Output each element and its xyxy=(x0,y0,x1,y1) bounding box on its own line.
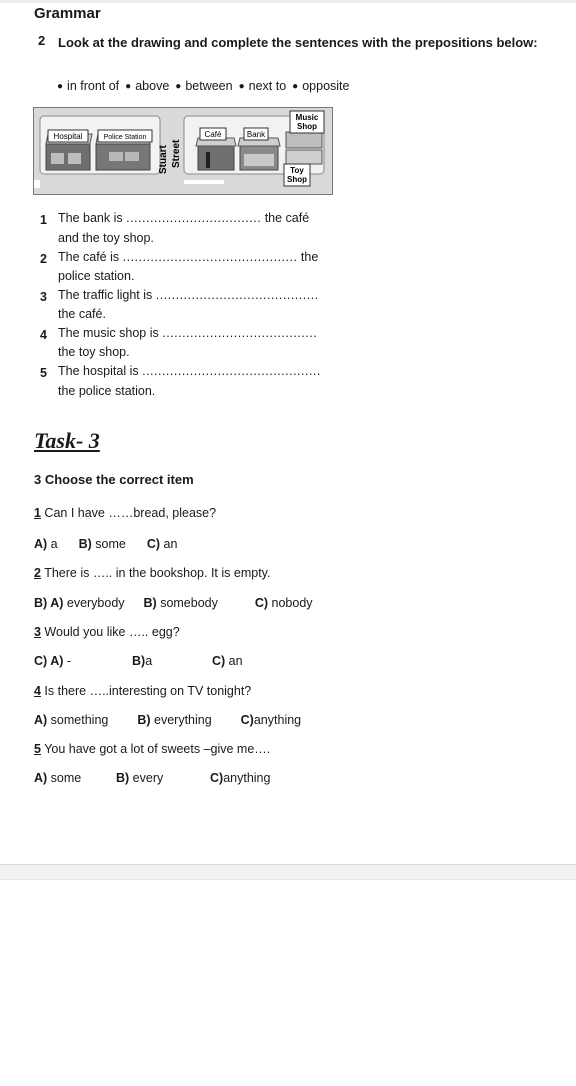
answer-blank[interactable]: ............................................ xyxy=(122,250,298,264)
sentence-text: The traffic light is xyxy=(58,288,153,302)
street-drawing xyxy=(33,107,333,195)
question-number: 4 xyxy=(34,684,41,698)
sentence-3 xyxy=(40,288,47,306)
option-a[interactable]: B) A) everybody xyxy=(34,596,125,610)
sentence-text: The music shop is xyxy=(58,326,159,340)
option-a[interactable]: A) a xyxy=(34,537,58,551)
option-c[interactable]: C)anything xyxy=(240,713,302,727)
bullet-icon: ● xyxy=(238,80,245,92)
preposition-text: opposite xyxy=(302,79,350,93)
question-4-options xyxy=(34,713,301,727)
question-text: Would you like ….. egg? xyxy=(40,625,180,639)
sentence-2 xyxy=(40,250,47,268)
option-b[interactable]: B) everything xyxy=(137,713,212,727)
option-b[interactable]: B)a xyxy=(132,654,153,668)
toy-shop-label-1: Toy xyxy=(290,166,304,175)
sentence-4-line-2: the toy shop. xyxy=(58,345,130,359)
bullet-icon: ● xyxy=(175,80,182,92)
sentence-4-line-1 xyxy=(58,326,317,340)
sentence-number: 5 xyxy=(40,366,47,380)
sentence-1 xyxy=(40,211,47,229)
question-1-options xyxy=(34,537,177,551)
sentence-number: 2 xyxy=(40,252,47,266)
preposition-text: between xyxy=(185,79,233,93)
question-text: You have got a lot of sweets –give me…. xyxy=(40,742,271,756)
preposition-item xyxy=(239,79,287,93)
question-1 xyxy=(34,506,216,520)
option-c[interactable]: C)anything xyxy=(210,771,271,785)
question-3 xyxy=(34,625,180,639)
question-5 xyxy=(34,742,270,756)
question-2-options xyxy=(34,596,313,610)
preposition-item xyxy=(57,79,119,93)
police-station-label: Police Station xyxy=(103,134,147,141)
music-shop-label-1: Music xyxy=(295,113,319,122)
street-illustration xyxy=(34,108,331,193)
preposition-item xyxy=(175,79,232,93)
option-c[interactable]: C) nobody xyxy=(254,596,313,610)
question-number: 2 xyxy=(34,566,41,580)
question-2 xyxy=(34,566,270,580)
page-footer-divider xyxy=(0,864,576,880)
sentence-2-line-2: police station. xyxy=(58,269,135,283)
cafe-label: Café xyxy=(204,130,222,139)
option-b[interactable]: B) somebody xyxy=(143,596,218,610)
top-divider xyxy=(0,0,576,3)
sentence-text: the café xyxy=(264,211,310,225)
preposition-item xyxy=(292,79,349,93)
sentence-text: The hospital is xyxy=(58,364,139,378)
sentence-1-line-1 xyxy=(58,211,309,225)
preposition-text: in front of xyxy=(67,79,120,93)
option-a[interactable]: A) something xyxy=(34,713,109,727)
bullet-icon: ● xyxy=(292,80,299,92)
option-a[interactable]: C) A) - xyxy=(34,654,72,668)
sentence-text: The bank is xyxy=(58,211,123,225)
sentence-3-line-1 xyxy=(58,288,319,302)
question-number: 1 xyxy=(34,506,41,520)
sentence-5-line-2: the police station. xyxy=(58,384,156,398)
sentence-text: the xyxy=(300,250,319,264)
option-b[interactable]: B) every xyxy=(116,771,164,785)
bullet-icon: ● xyxy=(125,80,132,92)
sentence-5-line-1 xyxy=(58,364,321,378)
answer-blank[interactable]: ....................................... xyxy=(162,326,318,340)
section-title-grammar: Grammar xyxy=(34,5,101,22)
bullet-icon: ● xyxy=(57,80,64,92)
answer-blank[interactable]: .................................. xyxy=(126,211,262,225)
street-label-1: Stuart xyxy=(158,145,169,174)
question-number: 3 xyxy=(34,625,41,639)
question-text: Is there …..interesting on TV tonight? xyxy=(40,684,252,698)
question-text: Can I have ……bread, please? xyxy=(40,506,217,520)
toy-shop-label-2: Shop xyxy=(287,175,307,184)
answer-blank[interactable]: ......................................... xyxy=(155,288,319,302)
option-c[interactable]: C) an xyxy=(146,537,178,551)
music-shop-label-2: Shop xyxy=(297,122,317,131)
task-title: Task- 3 xyxy=(34,428,100,453)
prepositions-list xyxy=(57,79,349,93)
question-text: There is ….. in the bookshop. It is empty. xyxy=(40,566,271,580)
option-b[interactable]: B) some xyxy=(78,537,126,551)
exercise-2-number: 2 xyxy=(38,33,46,48)
sentence-4 xyxy=(40,326,47,344)
exercise-3-title: 3 Choose the correct item xyxy=(34,472,194,487)
bank-label: Bank xyxy=(246,130,266,139)
question-3-options xyxy=(34,654,71,668)
preposition-text: next to xyxy=(248,79,287,93)
sentence-number: 3 xyxy=(40,290,47,304)
option-a[interactable]: A) some xyxy=(34,771,82,785)
sentence-1-line-2: and the toy shop. xyxy=(58,231,154,245)
hospital-label: Hospital xyxy=(53,132,83,141)
question-5-options xyxy=(34,771,81,785)
preposition-text: above xyxy=(135,79,170,93)
sentence-5 xyxy=(40,364,47,382)
sentence-3-line-2: the café. xyxy=(58,307,106,321)
sentence-text: The café is xyxy=(58,250,120,264)
street-label-2: Street xyxy=(171,139,182,168)
exercise-2-instruction: Look at the drawing and complete the sentences with the prepositions below: xyxy=(58,35,538,50)
preposition-item xyxy=(125,79,169,93)
sentence-number: 4 xyxy=(40,328,47,342)
traffic-light xyxy=(206,152,210,168)
question-4 xyxy=(34,684,251,698)
option-c[interactable]: C) an xyxy=(212,654,243,668)
question-number: 5 xyxy=(34,742,41,756)
answer-blank[interactable]: ............................................. xyxy=(142,364,321,378)
sentence-number: 1 xyxy=(40,213,47,227)
sentence-2-line-1 xyxy=(58,250,318,264)
